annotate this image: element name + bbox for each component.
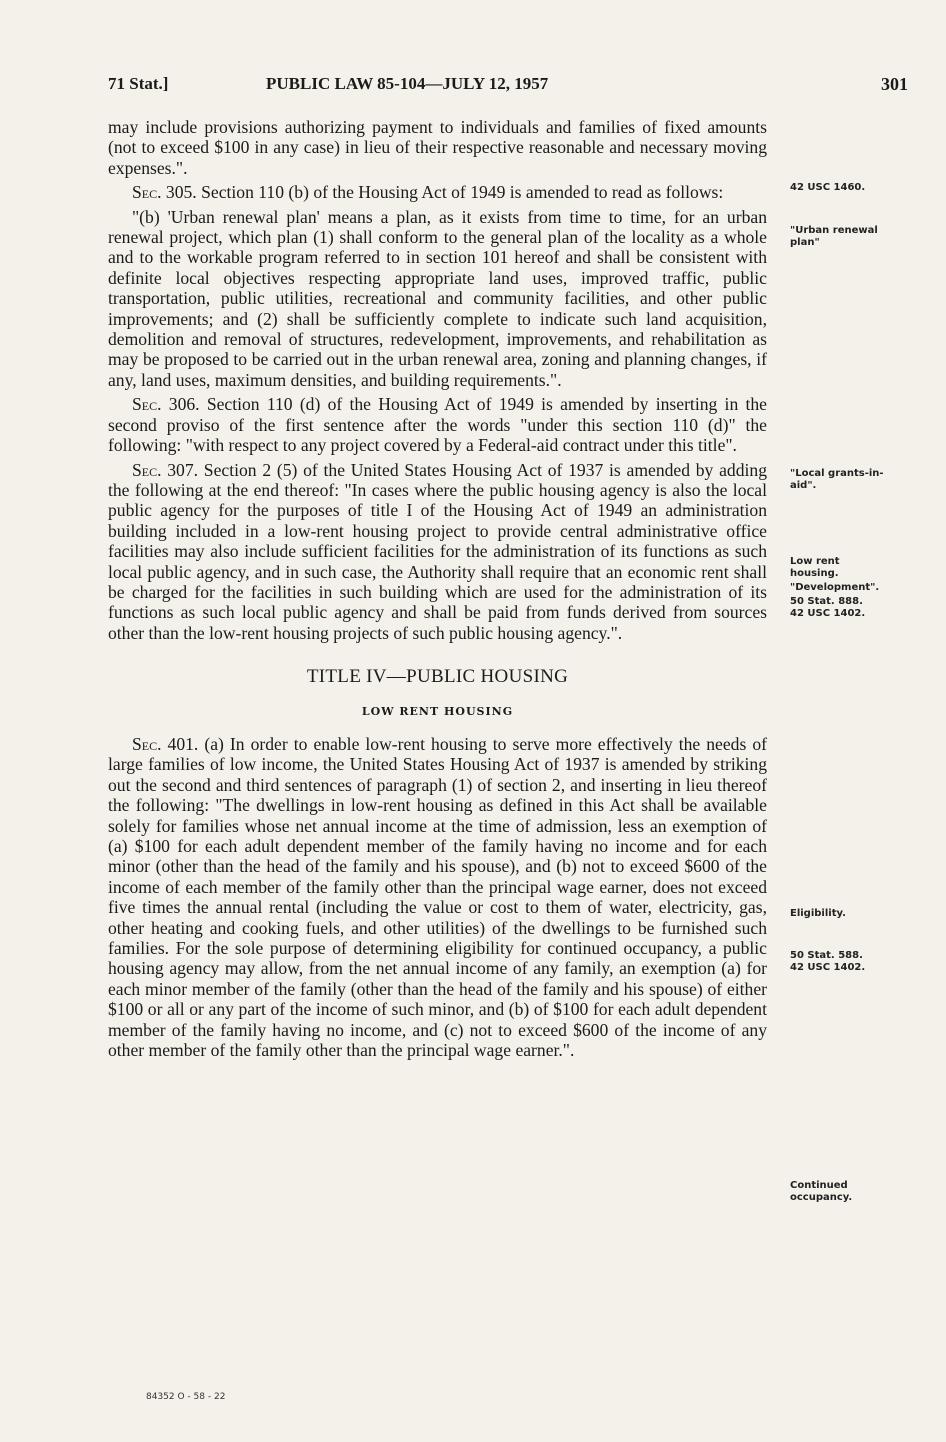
section-401 <box>108 734 767 1061</box>
urban-renewal-plan-definition: "(b) 'Urban renewal plan' means a plan, as it exists from time to time, for an urban renewal project, which plan (1) shall conform to the general plan of the locality as a whole and to the workable program referred to in section 101 hereof and shall be consistent with definite local objectives respecting appropriate land uses, improved traffic, public transportation, public utilities, recreational and community facilities, and other public improvements; and (2) shall be sufficiently complete to indicate such land acquisition, demolition and removal of structures, redevelopment, improvements, and rehabilitation as may be proposed to be carried out in the urban renewal area, zoning and planning changes, if any, land uses, maximum densities, and building requirements.". <box>108 206 767 390</box>
margin-note-50-stat-888: 50 Stat. 888. <box>790 596 863 607</box>
title-heading: TITLE IV—PUBLIC HOUSING <box>306 666 569 688</box>
running-header <box>108 74 908 104</box>
margin-note-usc-1460: 42 USC 1460. <box>790 182 866 193</box>
running-title: PUBLIC LAW 85-104—JULY 12, 1957 <box>266 74 549 93</box>
section-text: Section 110 (d) of the Housing Act of 1949 is amended by inserting in the second proviso of the first sentence after the words "under this section 110 (d)" the following: "with respect to any project covered by a Federal-aid contract under this title". <box>108 394 767 456</box>
section-label: Sec. 306. <box>132 394 200 415</box>
paragraph-continuation: may include provisions authorizing payment to individuals and families of fixed amounts (not to exceed $100 in any case) in lieu of their respective reasonable and necessary moving expenses.". <box>108 117 767 178</box>
section-text: Section 2 (5) of the United States Housing Act of 1937 is amended by adding the following at the end thereof: "In cases where the public housing agency is also the local public agency for the purposes of title I of the Housing Act of 1949 an administration building included in a low-rent housing project to provide central administrative office facilities may also include sufficient facilities for the administration of its functions as such local public agency, and in such case, the Authority shall require that an economic rent shall be charged for the facilities in such building which are used for the administration of its functions as such local public agency and shall be paid from funds derived from sources other than the low-rent housing projects of such public housing agency.". <box>108 459 767 643</box>
margin-note-50-stat-588: 50 Stat. 588. <box>790 950 863 961</box>
subtitle-heading: LOW RENT HOUSING <box>361 704 514 718</box>
margin-note-local-grants: "Local grants-in-aid". <box>790 468 884 491</box>
statute-volume: 71 Stat.] <box>108 74 169 93</box>
margin-note-continued-occupancy: Continued occupancy. <box>790 1180 853 1203</box>
section-label: Sec. 401. <box>132 733 199 754</box>
print-footer: 84352 O - 58 - 22 <box>146 1392 226 1402</box>
main-text <box>108 117 767 1064</box>
section-305 <box>108 182 767 202</box>
section-label: Sec. 305. <box>132 182 197 203</box>
margin-note-eligibility: Eligibility. <box>790 908 846 919</box>
section-text: Section 110 (b) of the Housing Act of 1949 is amended to read as follows: <box>196 182 724 203</box>
section-label: Sec. 307. <box>132 459 199 480</box>
margin-note-usc-1402: 42 USC 1402. <box>790 608 866 619</box>
margin-note-development: "Development". <box>790 582 880 593</box>
section-306 <box>108 394 767 455</box>
section-text: (a) In order to enable low-rent housing to serve more effectively the needs of large families of low income, the United States Housing Act of 1937 is amended by striking out the second and third sentences of paragraph (1) of section 2, and inserting in lieu thereof the following: "The dwellings in low-rent housing as defined in this Act shall be available solely for families whose net annual income at the time of admission, less an exemption of (a) $100 for each adult dependent member of the family having no income and for each minor (other than the head of the family and his spouse), and (b) not to exceed $600 of the income of each member of the family other than the principal wage earner, does not exceed five times the annual rental (including the value or cost to them of water, electricity, gas, other heating and cooking fuels, and other utilities) of the dwellings to be furnished such families. For the sole purpose of determining eligibility for continued occupancy, a public housing agency may allow, from the net annual income of any family, an exemption (a) for each minor member of the family (other than the head of the family and his spouse) of either $100 or all or any part of the income of such minor, and (b) of $100 for each adult dependent member of the family having no income, and (c) not to exceed $600 of the income of any other member of the family other than the principal wage earner.". <box>108 733 767 1061</box>
margin-note-low-rent: Low rent housing. <box>790 556 840 579</box>
margin-note-usc-1402-b: 42 USC 1402. <box>790 962 866 973</box>
page-number: 301 <box>881 74 908 94</box>
section-307 <box>108 460 767 644</box>
margin-note-urban-plan: "Urban renewal plan" <box>790 225 878 248</box>
